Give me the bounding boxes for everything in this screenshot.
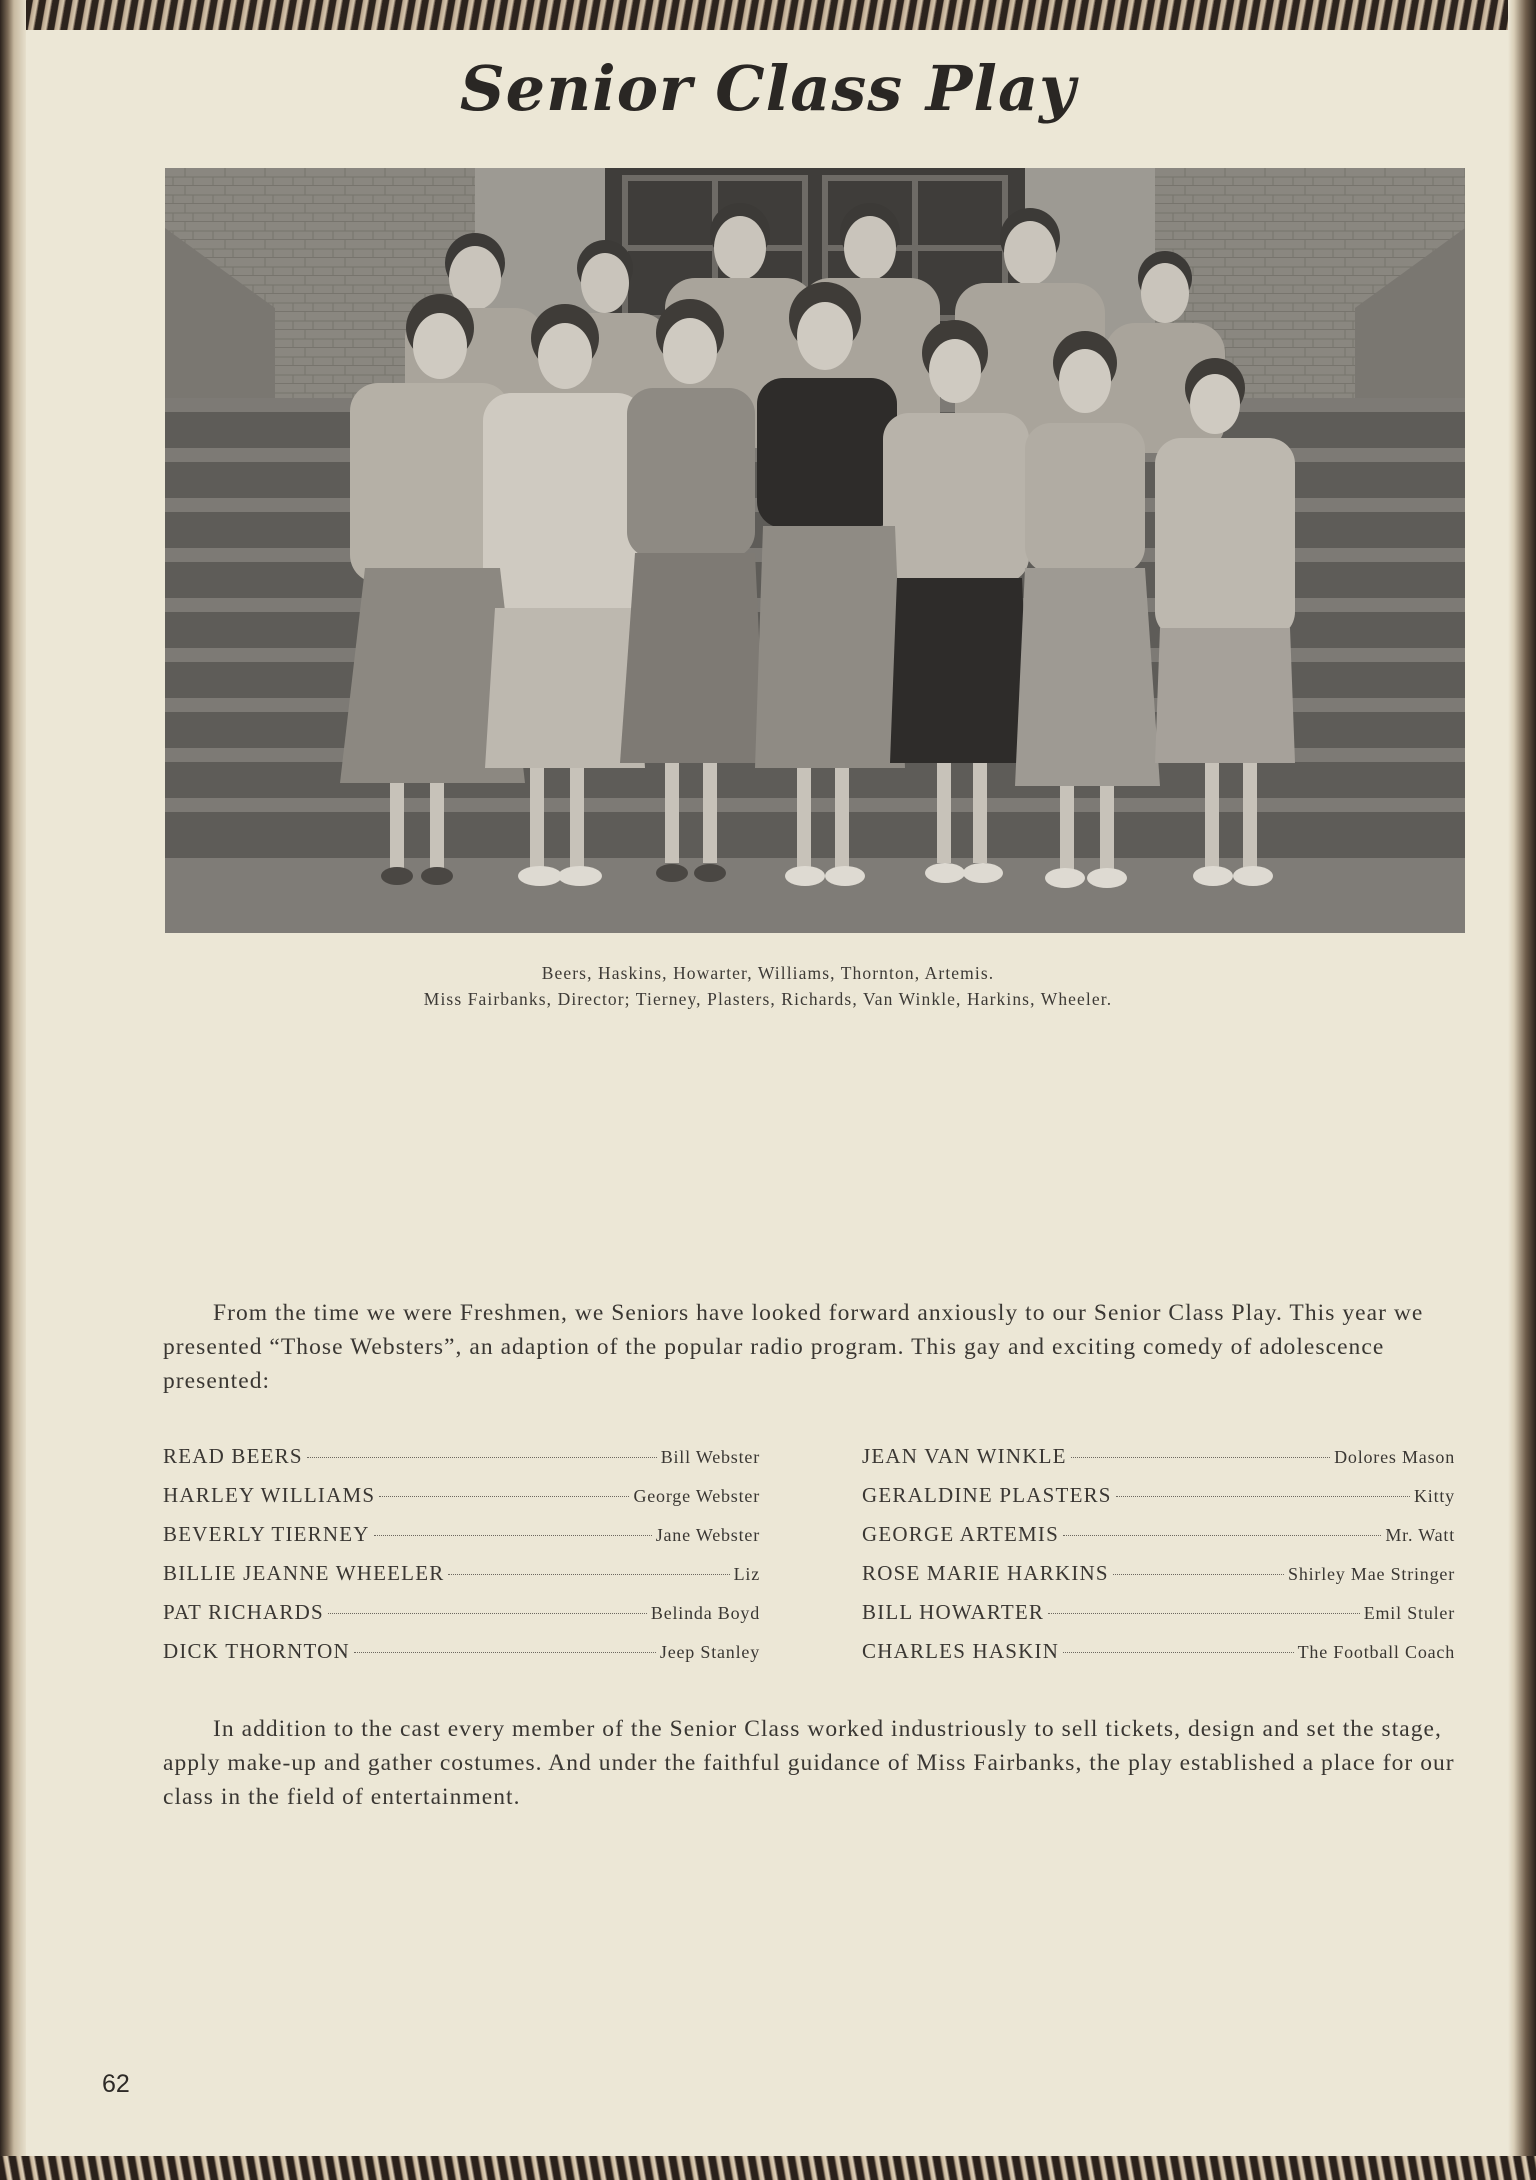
cast-actor-name: GERALDINE PLASTERS <box>862 1483 1112 1507</box>
cast-role-name: Jeep Stanley <box>659 1642 760 1662</box>
dotted-leader <box>307 1457 657 1458</box>
cast-list-left <box>163 1444 760 1678</box>
cast-row <box>163 1600 760 1639</box>
cast-role-name: Dolores Mason <box>1334 1447 1455 1467</box>
group-photo <box>165 168 1465 933</box>
cast-actor-name: BEVERLY TIERNEY <box>163 1522 370 1546</box>
closing-text: In addition to the cast every member of the Senior Class worked industriously to sell tickets, design and set the stage, apply make-up and gather costumes. And under the faithful guidance of Miss Fairbanks, the play established a place for our class in the field of entertainment. <box>163 1716 1455 1810</box>
cast-row <box>862 1561 1455 1600</box>
cast-row <box>862 1639 1455 1678</box>
dotted-leader <box>328 1613 647 1614</box>
cast-role-name: Emil Stuler <box>1363 1603 1455 1623</box>
cast-actor-name: ROSE MARIE HARKINS <box>862 1561 1109 1585</box>
cast-actor-name: BILL HOWARTER <box>862 1600 1045 1624</box>
group-photo-illustration <box>165 168 1465 933</box>
cast-row <box>163 1639 760 1678</box>
caption-line-back-row: Beers, Haskins, Howarter, Williams, Thornton, Artemis. <box>541 963 995 983</box>
closing-paragraph <box>163 1712 1455 1814</box>
cast-row <box>862 1444 1455 1483</box>
page-title: Senior Class Play <box>459 52 1077 125</box>
caption-line-front-row: Miss Fairbanks, Director; Tierney, Plasters, Richards, Van Winkle, Harkins, Wheeler. <box>423 989 1113 1009</box>
dotted-leader <box>1113 1574 1284 1575</box>
dotted-leader <box>1116 1496 1410 1497</box>
binding-right-edge <box>1508 0 1536 2180</box>
cast-actor-name: DICK THORNTON <box>163 1639 350 1663</box>
dotted-leader <box>379 1496 629 1497</box>
cast-actor-name: HARLEY WILLIAMS <box>163 1483 376 1507</box>
cast-row <box>163 1444 760 1483</box>
intro-text: From the time we were Freshmen, we Seniors have looked forward anxiously to our Senior Class Play. This year we presented “Those Websters”, an adaption of the popular radio program. This gay and exciting comedy of adolescence presented: <box>163 1300 1424 1394</box>
cast-role-name: Belinda Boyd <box>650 1603 760 1623</box>
dotted-leader <box>374 1535 652 1536</box>
binding-bottom-edge <box>0 2156 1536 2180</box>
page-number: 62 <box>102 2070 130 2098</box>
cast-role-name: Kitty <box>1413 1486 1455 1506</box>
cast-role-name: Bill Webster <box>660 1447 760 1467</box>
intro-paragraph <box>163 1296 1455 1398</box>
cast-row <box>862 1483 1455 1522</box>
cast-role-name: The Football Coach <box>1297 1642 1455 1662</box>
cast-list-right <box>862 1444 1455 1678</box>
dotted-leader <box>1063 1652 1294 1653</box>
dotted-leader <box>1071 1457 1330 1458</box>
cast-row <box>163 1561 760 1600</box>
cast-actor-name: GEORGE ARTEMIS <box>862 1522 1059 1546</box>
cast-row <box>163 1522 760 1561</box>
cast-actor-name: JEAN VAN WINKLE <box>862 1444 1067 1468</box>
cast-role-name: Shirley Mae Stringer <box>1288 1564 1455 1584</box>
cast-role-name: George Webster <box>633 1486 760 1506</box>
cast-row <box>163 1483 760 1522</box>
binding-top-edge <box>0 0 1536 30</box>
cast-actor-name: PAT RICHARDS <box>163 1600 324 1624</box>
cast-row <box>862 1600 1455 1639</box>
cast-role-name: Jane Webster <box>655 1525 760 1545</box>
dotted-leader <box>354 1652 656 1653</box>
dotted-leader <box>1063 1535 1381 1536</box>
cast-role-name: Mr. Watt <box>1385 1525 1455 1545</box>
photo-caption <box>0 960 1536 1012</box>
dotted-leader <box>448 1574 729 1575</box>
cast-row <box>862 1522 1455 1561</box>
binding-left-edge <box>0 0 26 2180</box>
cast-actor-name: READ BEERS <box>163 1444 303 1468</box>
cast-role-name: Liz <box>733 1564 760 1584</box>
cast-actor-name: CHARLES HASKIN <box>862 1639 1060 1663</box>
dotted-leader <box>1048 1613 1360 1614</box>
cast-actor-name: BILLIE JEANNE WHEELER <box>163 1561 445 1585</box>
